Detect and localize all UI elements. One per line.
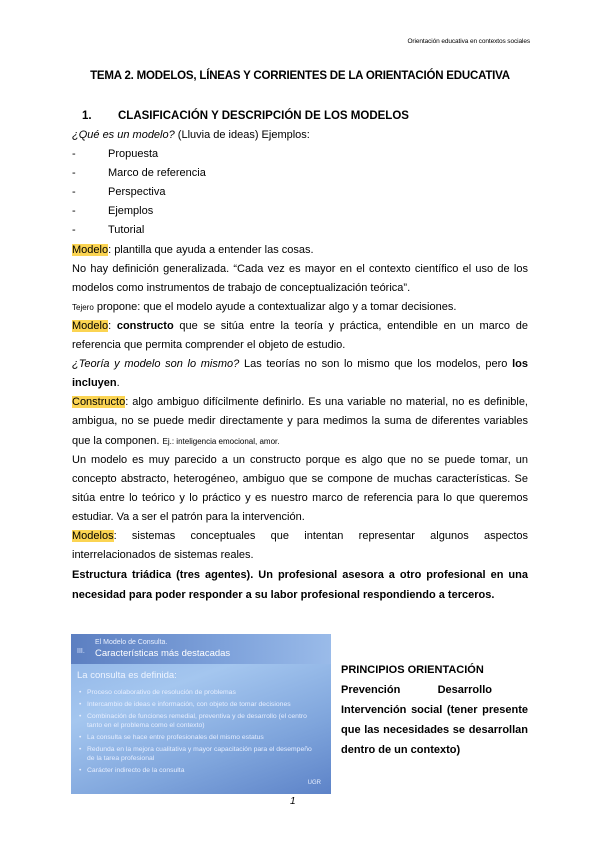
list-item: - Marco de referencia	[72, 167, 206, 180]
triad-paragraph: Estructura triádica (tres agentes). Un profesional asesora a otro profesional en una necesidad para poder responder a su labor profesional respondiendo a terceros.	[72, 569, 528, 602]
example-note: Ej.: inteligencia emocional, amor.	[162, 436, 280, 446]
principios-heading: PRINCIPIOS ORIENTACIÓN	[341, 664, 484, 676]
intro-rest: (Lluvia de ideas) Ejemplos:	[174, 129, 310, 141]
list-item: - Perspectiva	[72, 186, 166, 199]
list-item: - Ejemplos	[72, 205, 154, 218]
document-title: TEMA 2. MODELOS, LÍNEAS Y CORRIENTES DE LA ORIENTACIÓN EDUCATIVA	[90, 70, 510, 82]
modelo-definition: Modelo: plantilla que ayuda a entender las cosas.	[72, 243, 314, 256]
slide-list-item: • Proceso colaborativo de resolución de problemas	[79, 688, 319, 697]
section-number: 1.	[82, 110, 92, 122]
modelo-constructo-paragraph: Un modelo es muy parecido a un constructo porque es algo que no se puede tomar, un concepto abstracto, heterogéneo, ambiguo que se compone de muchas características. Se sitúa entre lo teórico y lo práctico y es nuestro marco de referencia para lo que queremos estudiar. Va a ser el patrón para la intervención.	[72, 453, 528, 523]
modelo-constructo-definition: Modelo: constructo que se sitúa entre la teoría y práctica, entendible en un marco de referencia que permita comprender el objeto de estudio.	[72, 319, 528, 352]
term-highlight: Modelo	[72, 243, 109, 256]
term-highlight: Modelo	[72, 319, 109, 332]
tejero-paragraph: Tejero propone: que el modelo ayude a contextualizar algo y a tomar decisiones.	[72, 300, 457, 313]
list-item: - Propuesta	[72, 148, 159, 161]
slide-number: III.	[77, 648, 85, 655]
slide-list-item: • Combinación de funciones remedial, preventiva y de desarrollo (el centro tanto en el problema como el contexto)	[79, 712, 319, 730]
author-name: Tejero	[72, 302, 94, 312]
intro-paragraph	[72, 126, 528, 145]
intro-question: ¿Qué es un modelo?	[72, 129, 175, 141]
running-header: Orientación educativa en contextos sociales	[407, 38, 530, 45]
page-number: 1	[290, 796, 296, 807]
slide-title-line1: El Modelo de Consulta.	[95, 639, 168, 646]
term-highlight: Modelos	[72, 529, 114, 542]
teoria-paragraph: ¿Teoría y modelo son lo mismo? Las teorías no son lo mismo que los modelos, pero los incluyen.	[72, 358, 528, 390]
constructo-definition: Constructo: algo ambiguo difícilmente definirlo. Es una variable no material, no es definible, ambigua, no se puede medir directamente y para medimos la suma de diferentes variables que la componen. Ej.: inteligencia emocional, amor.	[72, 396, 528, 447]
no-definition-paragraph: No hay definición generalizada. “Cada vez es mayor en el contexto científico el uso de los modelos como instrumentos de trabajo de conceptualización teórica”.	[72, 262, 528, 294]
slide-list-item: • La consulta se hace entre profesionales del mismo estatus	[79, 733, 319, 742]
slide-subtitle: La consulta es definida:	[77, 670, 177, 681]
term-highlight: Constructo	[72, 396, 126, 409]
section-title: CLASIFICACIÓN Y DESCRIPCIÓN DE LOS MODELOS	[118, 110, 409, 122]
section-heading	[72, 110, 409, 122]
principios-box	[341, 660, 528, 760]
slide-list	[79, 688, 319, 778]
principios-intervencion: Intervención social (tener presente que las necesidades se desarrollan dentro de un contexto)	[341, 704, 528, 756]
examples-list	[72, 145, 528, 240]
slide-list-item: • Carácter indirecto de la consulta	[79, 766, 319, 775]
principios-row: Prevención Desarrollo	[341, 684, 492, 696]
consulta-slide-image	[71, 634, 331, 794]
list-item: - Tutorial	[72, 224, 145, 237]
modelos-definition: Modelos: sistemas conceptuales que intentan representar algunos aspectos interrelacionados de sistemas reales.	[72, 529, 528, 562]
slide-footer-logo: UGR	[307, 780, 321, 786]
slide-list-item: • Intercambio de ideas e información, con objeto de tomar decisiones	[79, 700, 319, 709]
slide-title-line2: Características más destacadas	[95, 648, 231, 659]
slide-list-item: • Redunda en la mejora cualitativa y mayor capacitación para el desempeño de la tarea profesional	[79, 745, 319, 763]
body-text	[72, 126, 528, 605]
